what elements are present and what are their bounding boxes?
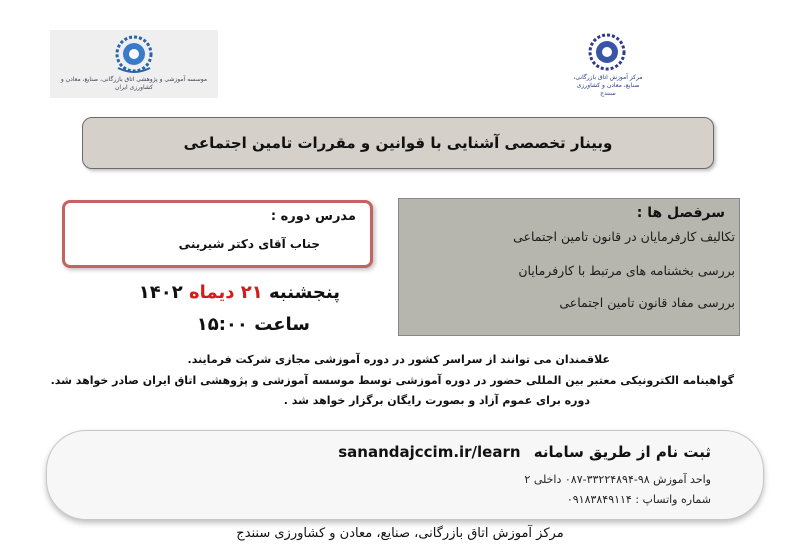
institute-logo-caption: موسسه آموزشی و پژوهشی اتاق بازرگانی، صنایع، معادن و کشاورزی ایران (60, 76, 208, 91)
page-title: وبینار تخصصی آشنایی با قوانین و مقررات تامین اجتماعی (183, 134, 613, 152)
instructor-box (62, 200, 373, 268)
date-highlight: ۲۱ دیماه (189, 282, 263, 303)
registration-url-link[interactable]: sanandajccim.ir/learn (338, 443, 521, 461)
note-line: علاقمندان می توانند از سراسر کشور در دوره آموزشی مجازی شرکت فرمایند. (187, 353, 610, 366)
title-banner (82, 117, 714, 169)
time-line: ساعت ۱۵:۰۰ (196, 314, 310, 335)
registration-box (46, 430, 764, 520)
date-day: پنجشنبه (268, 282, 340, 303)
session-item: تکالیف کارفرمایان در قانون تامین اجتماعی (513, 229, 735, 244)
session-item: بررسی بخشنامه های مرتبط با کارفرمایان (518, 263, 735, 278)
chamber-logo-caption: مرکز آموزش اتاق بازرگانی، صنایع، معادن و کشاورزی سنندج (573, 74, 643, 97)
chamber-emblem-icon (108, 34, 160, 76)
institute-logo (50, 30, 218, 98)
note-line: دوره برای عموم آزاد و بصورت رایگان برگزار خواهد شد . (283, 394, 590, 407)
date-line (110, 282, 340, 303)
chamber-emblem-icon (572, 30, 642, 74)
instructor-name: جناب آقای دکتر شیرینی (178, 237, 320, 251)
whatsapp-line: شماره واتساپ : ۰۹۱۸۳۸۴۹۱۱۴ (566, 493, 711, 506)
instructor-label: مدرس دوره : (270, 209, 356, 224)
session-item: بررسی مفاد قانون تامین اجتماعی (559, 295, 735, 310)
phone-line: واحد آموزش ۹۸-۳۳۲۲۴۸۹۴-۰۸۷ داخلی ۲ (524, 473, 711, 486)
footer-text: مرکز آموزش اتاق بازرگانی، صنایع، معادن و کشاورزی سنندج (236, 526, 564, 541)
registration-prefix: ثبت نام از طریق سامانه (533, 443, 711, 461)
registration-line (330, 443, 711, 461)
sessions-box (398, 198, 740, 336)
sessions-heading: سرفصل ها : (636, 205, 725, 221)
note-line: گواهینامه الکترونیکی معتبر بین المللی حضور در دوره آموزشی توسط موسسه آموزشی و پژوهشی اتاق ایران صادر خواهد شد. (50, 374, 734, 387)
chamber-logo (572, 30, 642, 100)
date-year: ۱۴۰۲ (138, 282, 183, 303)
